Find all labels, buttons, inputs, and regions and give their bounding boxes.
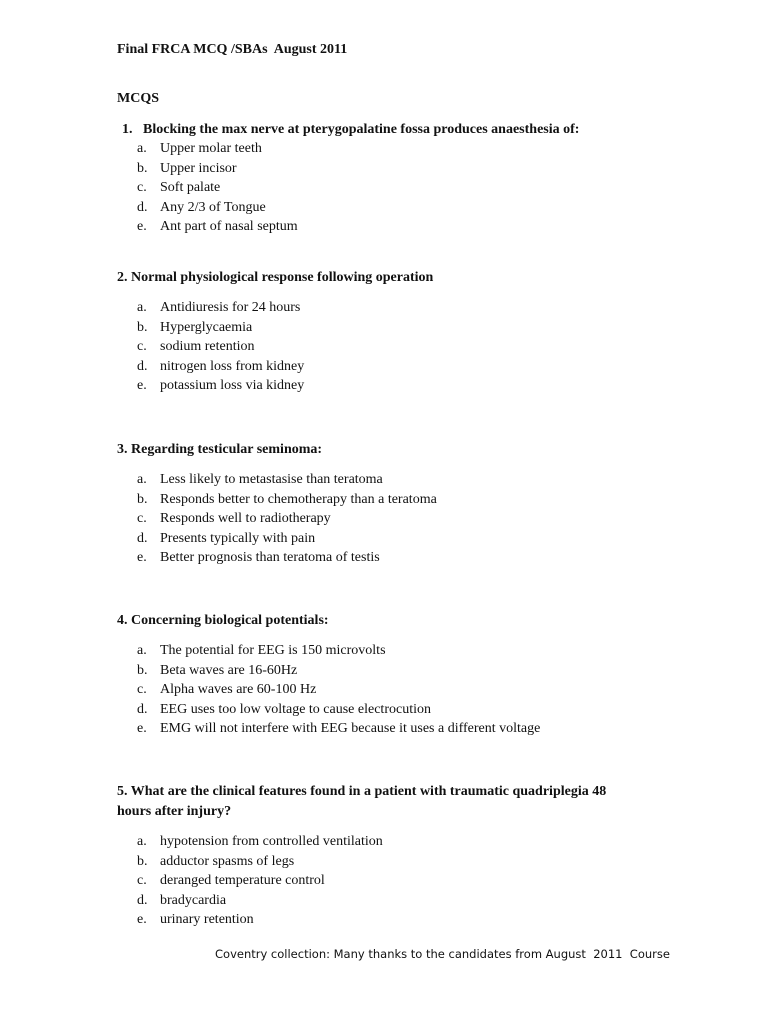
option: [137, 357, 304, 377]
option-text: Alpha waves are 60-100 Hz: [160, 682, 317, 697]
option: [137, 719, 540, 739]
question-1-text: Blocking the max nerve at pterygopalatine fossa produces anaesthesia of:: [143, 122, 580, 137]
option-text: EMG will not interfere with EEG because it uses a different voltage: [160, 721, 541, 736]
option: [137, 641, 540, 661]
question-1-number: 1.: [122, 122, 133, 137]
option: [137, 159, 298, 179]
option-text: Upper molar teeth: [160, 141, 262, 156]
option-letter: a.: [137, 141, 147, 156]
option-letter: e.: [137, 721, 147, 736]
section-heading: MCQS: [117, 91, 159, 106]
option-letter: d.: [137, 530, 148, 546]
option: [137, 891, 383, 911]
option-letter: a.: [137, 834, 147, 849]
option-letter: c.: [137, 180, 147, 195]
option: [137, 529, 437, 549]
option: [137, 832, 383, 852]
option: [137, 661, 540, 681]
option: [137, 680, 540, 700]
option-letter: d.: [137, 701, 148, 717]
option-text: Any 2/3 of Tongue: [160, 199, 266, 215]
option-text: EEG uses too low voltage to cause electrocution: [160, 701, 431, 717]
question-1-options: [137, 139, 298, 237]
option-text: adductor spasms of legs: [160, 853, 295, 869]
option-letter: e.: [137, 378, 147, 393]
option-letter: b.: [137, 662, 148, 678]
option-text: Responds better to chemotherapy than a teratoma: [160, 491, 437, 507]
option-letter: b.: [137, 853, 148, 869]
option-text: hypotension from controlled ventilation: [160, 834, 383, 849]
document-title: Final FRCA MCQ /SBAs August 2011: [117, 42, 348, 57]
option: [137, 700, 540, 720]
question-4-options: [137, 641, 540, 739]
question-3-options: [137, 470, 437, 568]
option-letter: b.: [137, 491, 148, 507]
option-text: Presents typically with pain: [160, 530, 316, 546]
option-text: nitrogen loss from kidney: [160, 358, 305, 374]
option-letter: c.: [137, 682, 147, 697]
option-text: Upper incisor: [160, 160, 237, 176]
question-2-options: [137, 298, 304, 396]
option-text: sodium retention: [160, 339, 255, 354]
option-letter: d.: [137, 358, 148, 374]
option-text: Ant part of nasal septum: [160, 219, 298, 234]
option-letter: a.: [137, 643, 147, 658]
option: [137, 318, 304, 338]
option-letter: c.: [137, 511, 147, 526]
page-footer: Coventry collection: Many thanks to the candidates from August 2011 Course: [215, 947, 670, 961]
option: [137, 871, 383, 891]
option-text: Soft palate: [160, 180, 221, 195]
option-text: Less likely to metastasise than teratoma: [160, 472, 383, 487]
option-letter: e.: [137, 550, 147, 565]
option: [137, 548, 437, 568]
option: [137, 509, 437, 529]
option-text: Beta waves are 16-60Hz: [160, 662, 298, 678]
option-text: deranged temperature control: [160, 873, 325, 888]
question-5-options: [137, 832, 383, 930]
option: [137, 852, 383, 872]
question-3-title: 3. Regarding testicular seminoma:: [117, 442, 323, 457]
option-text: Antidiuresis for 24 hours: [160, 300, 301, 315]
option-letter: d.: [137, 892, 148, 908]
option: [137, 470, 437, 490]
option-letter: b.: [137, 319, 148, 335]
option-text: urinary retention: [160, 912, 254, 927]
option: [137, 490, 437, 510]
option-letter: e.: [137, 912, 147, 927]
option: [137, 298, 304, 318]
option: [137, 198, 298, 218]
option: [137, 217, 298, 237]
option: [137, 337, 304, 357]
question-5-title: 5. What are the clinical features found in a patient with traumatic quadriplegia 48 hours after injury?: [117, 784, 607, 819]
question-1-title: [122, 122, 579, 138]
option-letter: e.: [137, 219, 147, 234]
option: [137, 139, 298, 159]
question-2-title: 2. Normal physiological response following operation: [117, 270, 434, 285]
question-4-title: 4. Concerning biological potentials:: [117, 613, 329, 628]
option-letter: c.: [137, 339, 147, 354]
option-letter: a.: [137, 300, 147, 315]
option-text: potassium loss via kidney: [160, 378, 305, 393]
option-letter: c.: [137, 873, 147, 888]
option-text: The potential for EEG is 150 microvolts: [160, 643, 386, 658]
option-letter: d.: [137, 199, 148, 215]
option: [137, 376, 304, 396]
option-text: Hyperglycaemia: [160, 319, 253, 335]
option-letter: a.: [137, 472, 147, 487]
option: [137, 178, 298, 198]
option-text: bradycardia: [160, 892, 227, 908]
option-text: Responds well to radiotherapy: [160, 511, 331, 526]
option-text: Better prognosis than teratoma of testis: [160, 550, 380, 565]
option-letter: b.: [137, 160, 148, 176]
option: [137, 910, 383, 930]
